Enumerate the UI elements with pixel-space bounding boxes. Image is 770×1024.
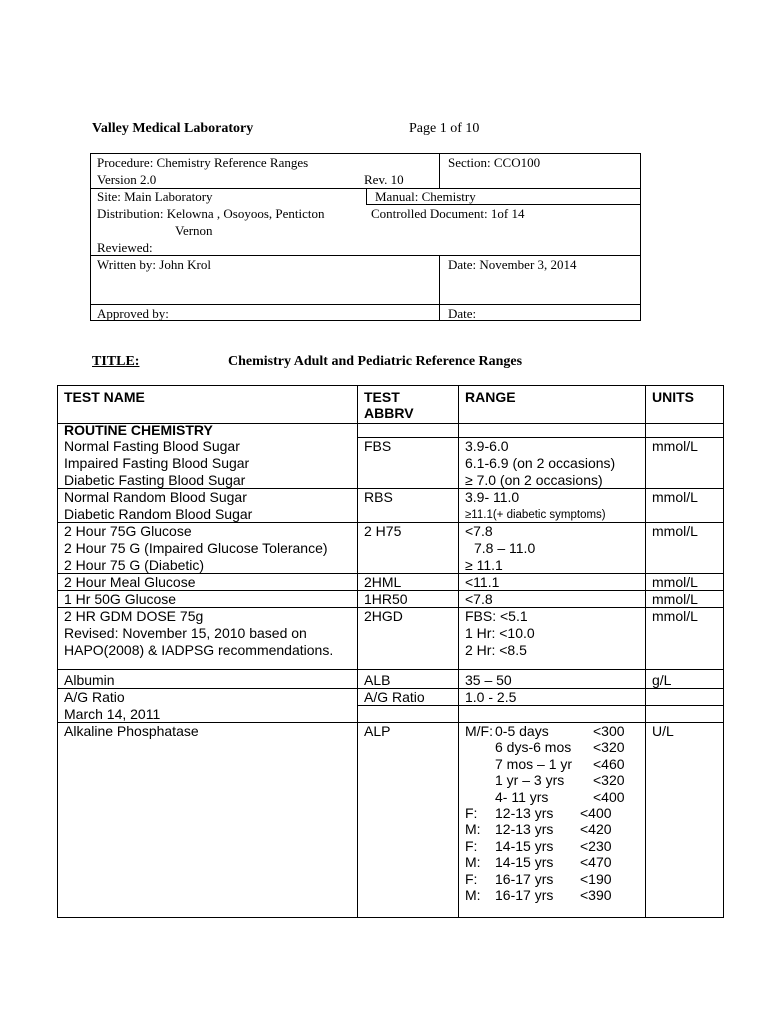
column-divider <box>645 386 646 917</box>
test-range: 1 Hr: <10.0 <box>465 625 535 641</box>
test-name: Diabetic Fasting Blood Sugar <box>64 472 246 488</box>
alp-range-value: <400 <box>593 788 625 805</box>
test-name: 2 Hour 75G Glucose <box>64 523 192 539</box>
column-header-abbrv-line1: TEST <box>364 389 400 405</box>
test-range: 3.9- 11.0 <box>465 489 520 505</box>
controlled-document: Controlled Document: 1of 14 <box>371 206 525 221</box>
divider <box>366 188 367 204</box>
alp-sex-prefix: F: <box>465 805 478 821</box>
test-name: 1 Hr 50G Glucose <box>64 591 177 607</box>
alp-sex-prefix: F: <box>465 870 478 887</box>
test-abbrv: 1HR50 <box>364 591 408 607</box>
revision: Rev. 10 <box>364 172 404 187</box>
row-divider <box>58 669 723 670</box>
alp-age-range: 16-17 yrs <box>495 870 554 887</box>
alp-sex-prefix: F: <box>465 837 478 854</box>
divider <box>91 255 640 256</box>
written-by: Written by: John Krol <box>97 257 211 272</box>
reference-ranges-table <box>57 385 724 918</box>
alp-age-range: 12-13 yrs <box>495 805 554 821</box>
test-abbrv: ALB <box>364 672 391 688</box>
test-units: g/L <box>652 672 672 688</box>
alp-age-range: 14-15 yrs <box>495 854 554 871</box>
test-name: Revised: November 15, 2010 based on <box>64 625 307 641</box>
test-range: ≥ 11.1 <box>465 557 503 573</box>
test-abbrv: 2HML <box>364 574 402 590</box>
test-range: 7.8 – 11.0 <box>474 540 536 556</box>
divider <box>366 204 640 205</box>
test-units: mmol/L <box>652 608 698 624</box>
divider <box>91 304 640 305</box>
approved-by: Approved by: <box>97 306 169 321</box>
alp-range-value: <300 <box>593 723 625 739</box>
test-range: <11.1 <box>465 574 500 590</box>
test-note: March 14, 2011 <box>64 706 161 722</box>
alp-age-range: 0-5 days <box>495 723 549 739</box>
test-range: ≥11.1(+ diabetic symptoms) <box>465 509 606 521</box>
alp-range-value: <470 <box>580 854 612 871</box>
test-units: mmol/L <box>652 591 698 607</box>
alp-range-value: <460 <box>593 755 625 772</box>
alp-age-range: 12-13 yrs <box>495 821 554 838</box>
test-abbrv: ALP <box>364 723 391 739</box>
divider <box>439 255 440 321</box>
site: Site: Main Laboratory <box>97 189 213 204</box>
alp-range-value: <400 <box>580 805 612 821</box>
alp-range-value: <320 <box>593 772 625 789</box>
alp-range-value: <420 <box>580 821 612 838</box>
alp-age-range: 7 mos – 1 yr <box>495 755 573 772</box>
version: Version 2.0 <box>97 172 157 187</box>
reviewed: Reviewed: <box>97 240 153 255</box>
test-range: <7.8 <box>465 591 493 607</box>
alp-sex-prefix: M: <box>465 887 481 903</box>
alp-range-value: <390 <box>580 887 612 903</box>
alp-range-value: <190 <box>580 870 612 887</box>
column-header-range: RANGE <box>465 389 516 405</box>
test-range: 35 – 50 <box>465 672 512 688</box>
alp-age-range: 16-17 yrs <box>495 887 554 903</box>
distribution: Distribution: Kelowna , Osoyoos, Penticton <box>97 206 325 221</box>
alp-age-range: 1 yr – 3 yrs <box>495 772 565 789</box>
column-header-units: UNITS <box>652 389 694 405</box>
test-range: 2 Hr: <8.5 <box>465 642 527 658</box>
document-header-box <box>90 153 641 321</box>
procedure: Procedure: Chemistry Reference Ranges <box>97 155 309 170</box>
test-range: 1.0 - 2.5 <box>465 689 517 705</box>
test-name: 2 Hour Meal Glucose <box>64 574 196 590</box>
test-name: Alkaline Phosphatase <box>64 723 199 739</box>
test-name: Normal Random Blood Sugar <box>64 489 247 505</box>
test-abbrv: A/G Ratio <box>364 689 425 705</box>
section: Section: CCO100 <box>448 155 541 170</box>
date-approved: Date: <box>448 306 477 321</box>
column-divider <box>357 386 358 917</box>
test-range: 3.9-6.0 <box>465 438 509 454</box>
column-header-abbrv-line2: ABBRV <box>364 405 414 421</box>
test-range: <7.8 <box>465 523 493 539</box>
test-range: FBS: <5.1 <box>465 608 528 624</box>
alp-range-value: <230 <box>580 837 612 854</box>
test-abbrv: 2 H75 <box>364 523 402 539</box>
test-name: Albumin <box>64 672 115 688</box>
test-range: 6.1-6.9 (on 2 occasions) <box>465 455 616 471</box>
alp-age-range: 4- 11 yrs <box>495 788 549 805</box>
page-number: Page 1 of 10 <box>409 121 480 136</box>
test-name: Diabetic Random Blood Sugar <box>64 506 253 522</box>
alp-range-value: <320 <box>593 739 625 756</box>
lab-name: Valley Medical Laboratory <box>92 121 254 136</box>
test-name: Normal Fasting Blood Sugar <box>64 438 240 454</box>
test-abbrv: 2HGD <box>364 608 403 624</box>
test-name: Impaired Fasting Blood Sugar <box>64 455 250 471</box>
test-units: mmol/L <box>652 489 698 505</box>
column-divider <box>458 386 459 917</box>
alp-sex-prefix: M: <box>465 821 481 838</box>
document-title: Chemistry Adult and Pediatric Reference Ranges <box>228 354 523 369</box>
manual: Manual: Chemistry <box>375 189 476 204</box>
test-abbrv: RBS <box>364 489 393 505</box>
alp-age-range: 6 dys-6 mos <box>495 739 572 756</box>
alp-sex-prefix: M/F: <box>465 723 493 739</box>
test-units: mmol/L <box>652 523 698 539</box>
test-units: mmol/L <box>652 438 698 454</box>
test-abbrv: FBS <box>364 438 392 454</box>
date-written: Date: November 3, 2014 <box>448 257 577 272</box>
title-label: TITLE: <box>92 354 140 369</box>
test-range: ≥ 7.0 (on 2 occasions) <box>465 472 603 488</box>
test-units: U/L <box>652 723 674 739</box>
test-name: HAPO(2008) & IADPSG recommendations. <box>64 642 334 658</box>
alp-age-range: 14-15 yrs <box>495 837 554 854</box>
alp-sex-prefix: M: <box>465 854 481 871</box>
test-units: mmol/L <box>652 574 698 590</box>
test-name: A/G Ratio <box>64 689 125 705</box>
test-name: 2 HR GDM DOSE 75g <box>64 608 204 624</box>
test-name: 2 Hour 75 G (Impaired Glucose Tolerance) <box>64 540 328 556</box>
divider <box>439 154 440 188</box>
section-routine-chemistry: ROUTINE CHEMISTRY <box>64 422 213 438</box>
test-name: 2 Hour 75 G (Diabetic) <box>64 557 205 573</box>
row-divider <box>357 705 723 706</box>
distribution-continued: Vernon <box>175 223 213 238</box>
column-header-test-name: TEST NAME <box>64 389 145 405</box>
